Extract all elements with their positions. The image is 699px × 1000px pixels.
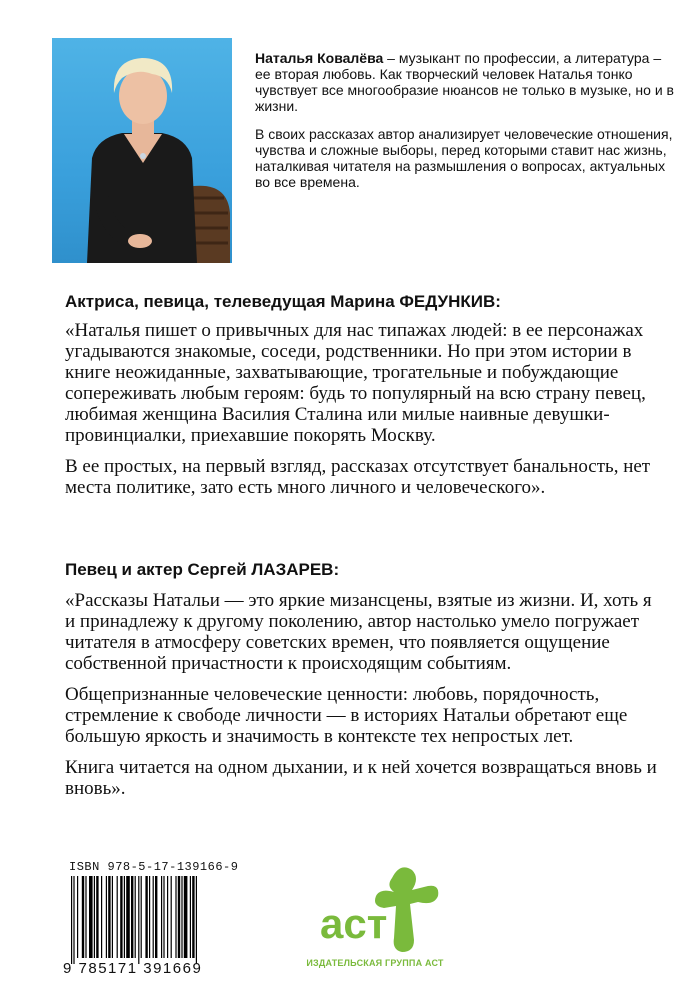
review-2-quote [65, 590, 665, 809]
ean-number: 9 785171 391669 [63, 960, 203, 977]
review-1-paragraph-1: «Наталья пишет о привычных для нас типажах людей: в ее персонажах угадываются знакомые, соседи, родственники. Но при этом истории в книге неожиданные, захватывающие, трогательные и побуждающие сопереживать любым героям: будь то популярный на всю страну певец, любимая женщина Василия Сталина или милые наивные девушки-провинциалки, приехавшие покорять Москву. [65, 320, 646, 446]
isbn-barcode [63, 860, 263, 980]
author-portrait-illustration [52, 38, 232, 263]
review-2-paragraph-3: Книга читается на одном дыхании, и к ней хочется возвращаться вновь и вновь». [65, 757, 657, 799]
publisher-name: ИЗДАТЕЛЬСКАЯ ГРУППА АСТ [306, 958, 444, 968]
isbn-number: ISBN 978-5-17-139166-9 [69, 860, 239, 874]
author-bio-text: – музыкант по профессии, а литература – ее вторая любовь. Как творческий человек Наталья тонко чувствует все многообразие нюансов не только в музыке, но и в жизни. [255, 50, 674, 114]
author-bio-paragraph-2: В своих рассказах автор анализирует человеческие отношения, чувства и сложные выборы, перед которыми ставит нас жизнь, наталкивая читателя на размышления о вопросах, актуальных во все времена. [255, 126, 673, 190]
publisher-logo-text: аст [320, 900, 388, 947]
review-1-heading: Актриса, певица, телеведущая Марина ФЕДУНКИВ: [65, 292, 501, 311]
author-bio-paragraph-1 [255, 50, 675, 114]
review-2-paragraph-1: «Рассказы Натальи — это яркие мизансцены, взятые из жизни. И, хоть я и принадлежу к другому поколению, автор настолько умело погружает читателя в атмосферу советских времен, что появляется ощущение собственной причастности к происходящим событиям. [65, 590, 652, 674]
author-photo [52, 38, 232, 263]
review-1-quote [65, 320, 665, 508]
author-bio [255, 50, 675, 202]
author-name: Наталья Ковалёва [255, 50, 384, 66]
review-2-heading: Певец и актер Сергей ЛАЗАРЕВ: [65, 560, 340, 579]
review-2-paragraph-2: Общепризнанные человеческие ценности: любовь, порядочность, стремление к свободе личности — в историях Натальи обретают еще большую яркость и значимость в контексте тех непростых лет. [65, 684, 628, 747]
ast-logo-icon [300, 860, 450, 960]
review-1-paragraph-2: В ее простых, на первый взгляд, рассказах отсутствует банальность, нет места политике, зато есть много личного и человеческого». [65, 456, 651, 498]
